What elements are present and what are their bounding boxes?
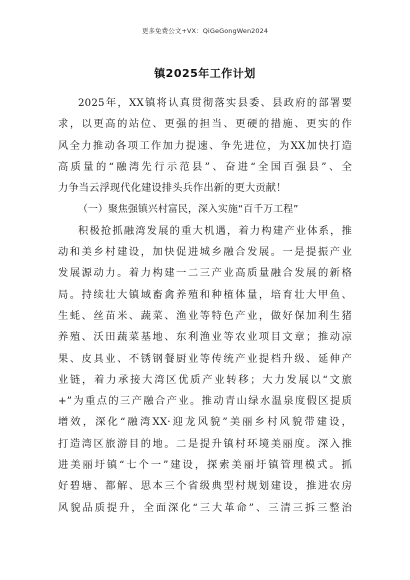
paragraph-line: 果、皮具业、不锈钢餐厨业等传统产业提档升级、延伸产 [58, 353, 352, 365]
document-body [58, 93, 352, 519]
paragraph-line: 力争当云浮现代化建设排头兵作出新的更大贡献！ [58, 183, 287, 195]
paragraph-line: 高质量的“融湾先行示范县”、奋进“全国百强县”、全 [58, 161, 352, 173]
paragraph-line: 养殖、沃田蔬菜基地、东利渔业等农业项目文章；推动凉 [58, 332, 352, 344]
section-heading: （一）聚焦强镇兴村富民，深入实施“百千万工程” [78, 204, 299, 216]
paragraph-line: 业链，着力承接大湾区优质产业转移；大力发展以“文旅 [58, 374, 352, 386]
paragraph-line: 增效，深化“融湾XX·迎龙风貌”美丽乡村风貌带建设， [58, 417, 352, 429]
paragraph-line: 积极抢抓融湾发展的重大机遇，着力构建产业体系，推 [78, 225, 352, 237]
paragraph-line: 局。持续壮大镇域畜禽养殖和种植体量，培育壮大甲鱼、 [58, 289, 352, 301]
paragraph-line: 求，以更高的站位、更强的担当、更硬的措施、更实的作 [58, 119, 352, 131]
paragraph-line: 动和美乡村建设，加快促进城乡融合发展。一是提振产业 [58, 247, 352, 259]
paragraph-line: 2025年，XX镇将认真贯彻落实县委、县政府的部署要 [78, 98, 352, 109]
paragraph-line: 生蚝、丝苗米、蔬菜、渔业等特色产业，做好保加利生猪 [58, 310, 352, 322]
paragraph-line: 打造湾区旅游目的地。二是提升镇村环境美丽度。深入推 [58, 438, 352, 450]
paragraph-line: +”为重点的三产融合产业。推动青山绿水温泉度假区提质 [58, 396, 352, 408]
document-title: 镇2025年工作计划 [154, 67, 256, 80]
paragraph-line: 好碧塘、都解、思本三个省级典型村规划建设，推进农房 [58, 481, 352, 493]
paragraph-line: 发展源动力。着力构建一二三产业高质量融合发展的新格 [58, 268, 352, 280]
paragraph-line: 风全力推动各项工作加力提速、争先进位，为XX加快打造 [58, 140, 352, 152]
paragraph-line: 进美丽圩镇“七个一”建设，探索美丽圩镇管理模式。抓 [58, 460, 352, 472]
header-note: 更多免费公文+VX：QiGeGongWen2024 [141, 27, 269, 35]
paragraph-line: 风貌品质提升，全面深化“三大革命”、三清三拆三整治 [58, 502, 352, 514]
